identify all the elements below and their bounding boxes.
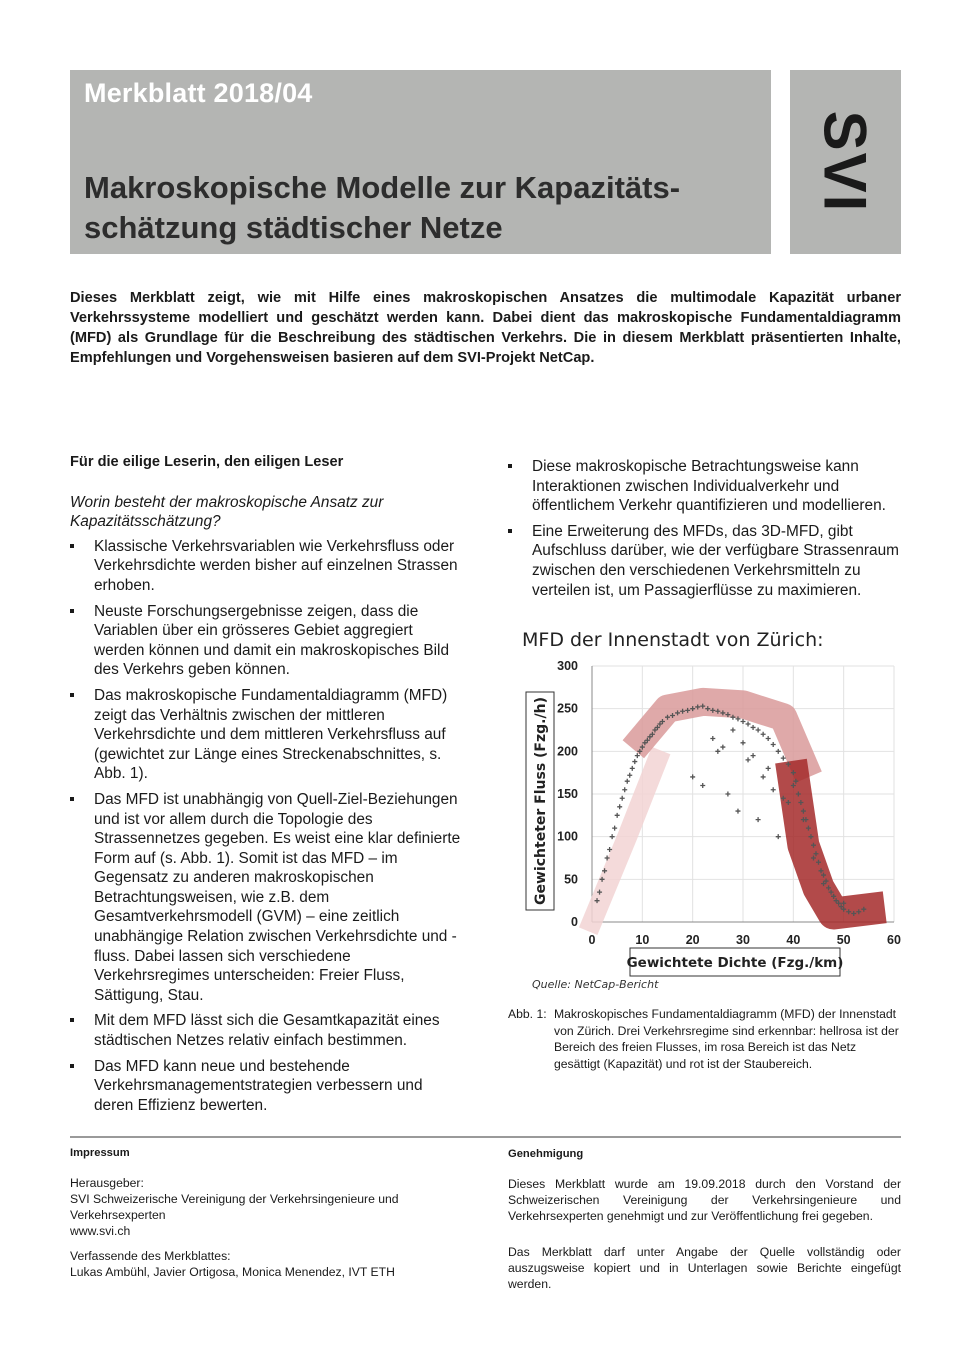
data-point [630, 766, 635, 771]
data-point [751, 753, 756, 758]
data-point [741, 740, 746, 745]
data-point [756, 817, 761, 822]
y-tick-label: 200 [557, 744, 578, 759]
bullet-icon [70, 1018, 74, 1022]
regime-band [592, 760, 657, 922]
list-item: Klassische Verkehrsvariablen wie Verkehrsfluss oder Verkehrsdichte werden bisher auf einzelnen Strassen erhoben. [70, 537, 465, 596]
y-tick-label: 150 [557, 787, 578, 801]
data-point [700, 783, 705, 788]
genehmigung [508, 1146, 901, 1312]
data-point [771, 787, 776, 792]
data-point [627, 773, 632, 778]
y-tick-label: 0 [571, 915, 578, 929]
summary-question: Worin besteht der makroskopische Ansatz zur Kapazitätsschätzung? [70, 493, 384, 531]
x-tick-label: 30 [736, 933, 750, 947]
bullet-icon [508, 464, 512, 468]
list-item: Das MFD kann neue und bestehende Verkehrsmanagementstrategien verbessern und deren Effizienz bewerten. [70, 1057, 465, 1116]
bullet-icon [70, 1064, 74, 1068]
caption-text: Makroskopisches Fundamentaldiagramm (MFD) der Innenstadt von Zürich. Drei Verkehrsregime sind erkennbar: hellrosa ist der Bereich des freien Flusses, im rosa Bereich ist das Netz gesättigt (Kapazität) und rot ist der Staubereich. [554, 1007, 899, 1071]
data-point [710, 736, 715, 741]
genehmigung-heading: Genehmigung [508, 1148, 584, 1160]
publisher-name: SVI Schweizerische Vereinigung der Verkehrsingenieure und Verkehrsexperten [70, 1192, 399, 1222]
publisher-url: www.svi.ch [70, 1224, 131, 1238]
y-tick-label: 50 [564, 872, 578, 887]
publisher-block [70, 1175, 470, 1239]
data-point [617, 804, 622, 809]
data-point [715, 749, 720, 754]
data-point [766, 736, 771, 741]
bullet-icon [70, 693, 74, 697]
bullet-icon [70, 797, 74, 801]
right-column [508, 457, 903, 606]
list-item: Das makroskopische Fundamentaldiagramm (MFD) zeigt das Verhältnis zwischen der mittleren Verkehrsdichte und dem mittleren Verkehrsfluss auf (gewichtet zur Länge eines Streckenabschnittes, s. Abb. 1). [70, 686, 465, 784]
approval-text: Dieses Merkblatt wurde am 19.09.2018 durch den Vorstand der Schweizerischen Vereinigung der Verkehrsingenieure und Verkehrsexperten genehmigt und zur Veröffentlichung frei gegeben. [508, 1177, 901, 1223]
left-bullet-list [70, 537, 465, 1116]
left-column [70, 453, 465, 1121]
x-tick-label: 20 [685, 933, 700, 947]
data-point [776, 749, 781, 754]
footer-divider [70, 1136, 901, 1138]
mfd-chart [508, 620, 908, 992]
y-tick-label: 100 [557, 829, 578, 844]
caption-number: Abb. 1: [508, 1007, 547, 1021]
bullet-icon [508, 529, 512, 533]
y-tick-label: 250 [557, 701, 578, 716]
x-tick-label: 10 [635, 933, 650, 947]
chart-title: MFD der Innenstadt von Zürich: [522, 629, 824, 651]
intro-paragraph: Dieses Merkblatt zeigt, wie mit Hilfe eines makroskopischen Ansatzes die multimodale Kapazität urbaner Verkehrssysteme modelliert und geschätzt werden kann. Dabei dient das makroskopische Fundamentaldiagramm (MFD) als Grundlage für die Beschreibung des städtischen Verkehrs. Die in diesem Merkblatt präsentierten Inhalte, Empfehlungen und Vorgehensweisen basieren auf dem SVI-Projekt NetCap. [70, 290, 901, 366]
data-point [741, 719, 746, 724]
svi-logo [790, 70, 901, 254]
data-point [612, 826, 617, 831]
x-tick-label: 60 [887, 933, 901, 947]
bullet-icon [70, 544, 74, 548]
summary-heading: Für die eilige Leserin, den eiligen Leser [70, 454, 344, 470]
chart-source: Quelle: NetCap-Bericht [532, 978, 659, 991]
mfd-chart-svg [508, 620, 908, 992]
x-tick-label: 0 [588, 933, 596, 947]
list-item: Neuste Forschungsergebnisse zeigen, dass die Variablen über ein grösseres Gebiet aggregiert werden können und damit ein makroskopisches Bild des Verkehrs geben können. [70, 602, 465, 680]
reuse-text: Das Merkblatt darf unter Angabe der Quelle vollständig oder auszugsweise kopiert und in Unterlagen sowie Berichte eingefügt werden. [508, 1245, 901, 1291]
data-point [761, 732, 766, 737]
logo-text: SVI [811, 110, 879, 214]
data-point [622, 787, 627, 792]
x-tick-label: 50 [836, 933, 851, 947]
data-point [720, 745, 725, 750]
data-point [751, 725, 756, 730]
data-point [610, 834, 615, 839]
x-axis-label: Gewichtete Dichte (Fzg./km) [626, 955, 844, 971]
data-point [771, 742, 776, 747]
data-point [746, 722, 751, 727]
data-point [725, 792, 730, 797]
data-point [761, 774, 766, 779]
data-point [615, 813, 620, 818]
data-point [690, 774, 695, 779]
publisher-label: Herausgeber: [70, 1176, 144, 1190]
y-axis-label: Gewichteter Fluss (Fzg./h) [533, 697, 549, 905]
data-point [766, 766, 771, 771]
list-item: Diese makroskopische Betrachtungsweise kann Interaktionen zwischen Individualverkehr und öffentlichem Verkehr quantifizieren und modellieren. [508, 457, 903, 516]
data-point [730, 728, 735, 733]
data-point [756, 728, 761, 733]
authors-names: Lukas Ambühl, Javier Ortigosa, Monica Menendez, IVT ETH [70, 1265, 395, 1279]
data-point [620, 796, 625, 801]
list-item: Mit dem MFD lässt sich die Gesamtkapazität eines städtischen Netzes relativ einfach bestimmen. [70, 1011, 465, 1050]
page-title: Makroskopische Modelle zur Kapazitäts-schätzung städtischer Netze [84, 170, 681, 245]
data-point [776, 834, 781, 839]
series-label: Merkblatt 2018/04 [84, 78, 313, 108]
data-point [735, 809, 740, 814]
data-point [632, 759, 637, 764]
authors-label: Verfassende des Merkblattes: [70, 1249, 231, 1263]
list-item: Eine Erweiterung des MFDs, das 3D-MFD, gibt Aufschluss darüber, wie der verfügbare Strassenraum zwischen den verschiedenen Verkehrsmitteln zu verteilen ist, um Passagierflüsse zu maximieren. [508, 522, 903, 600]
impressum-heading: Impressum [70, 1147, 130, 1159]
data-point [625, 779, 630, 784]
y-tick-label: 300 [557, 659, 578, 673]
x-tick-label: 40 [786, 933, 801, 947]
data-point [746, 757, 751, 762]
right-bullet-list [508, 457, 903, 600]
authors-block [70, 1248, 470, 1280]
header-banner [70, 70, 771, 254]
list-item: Das MFD ist unabhängig von Quell-Ziel-Beziehungen und ist vor allem durch die Topologie des Strassennetzes gegeben. Es weist eine klar definierte Form auf (s. Abb. 1). Somit ist das MFD – im Gegensatz zu anderen makroskopischen Betrachtungsweisen, wie z.B. dem Gesamtverkehrsmodell (GVM) – eine zeitlich unabhängige Relation zwischen Verkehrsdichte und -fluss. Dabei lassen sich verschiedene Verkehrsregimes unterscheiden: Freier Fluss, Sättigung, Stau. [70, 790, 465, 1006]
bullet-icon [70, 609, 74, 613]
impressum [70, 1145, 470, 1289]
